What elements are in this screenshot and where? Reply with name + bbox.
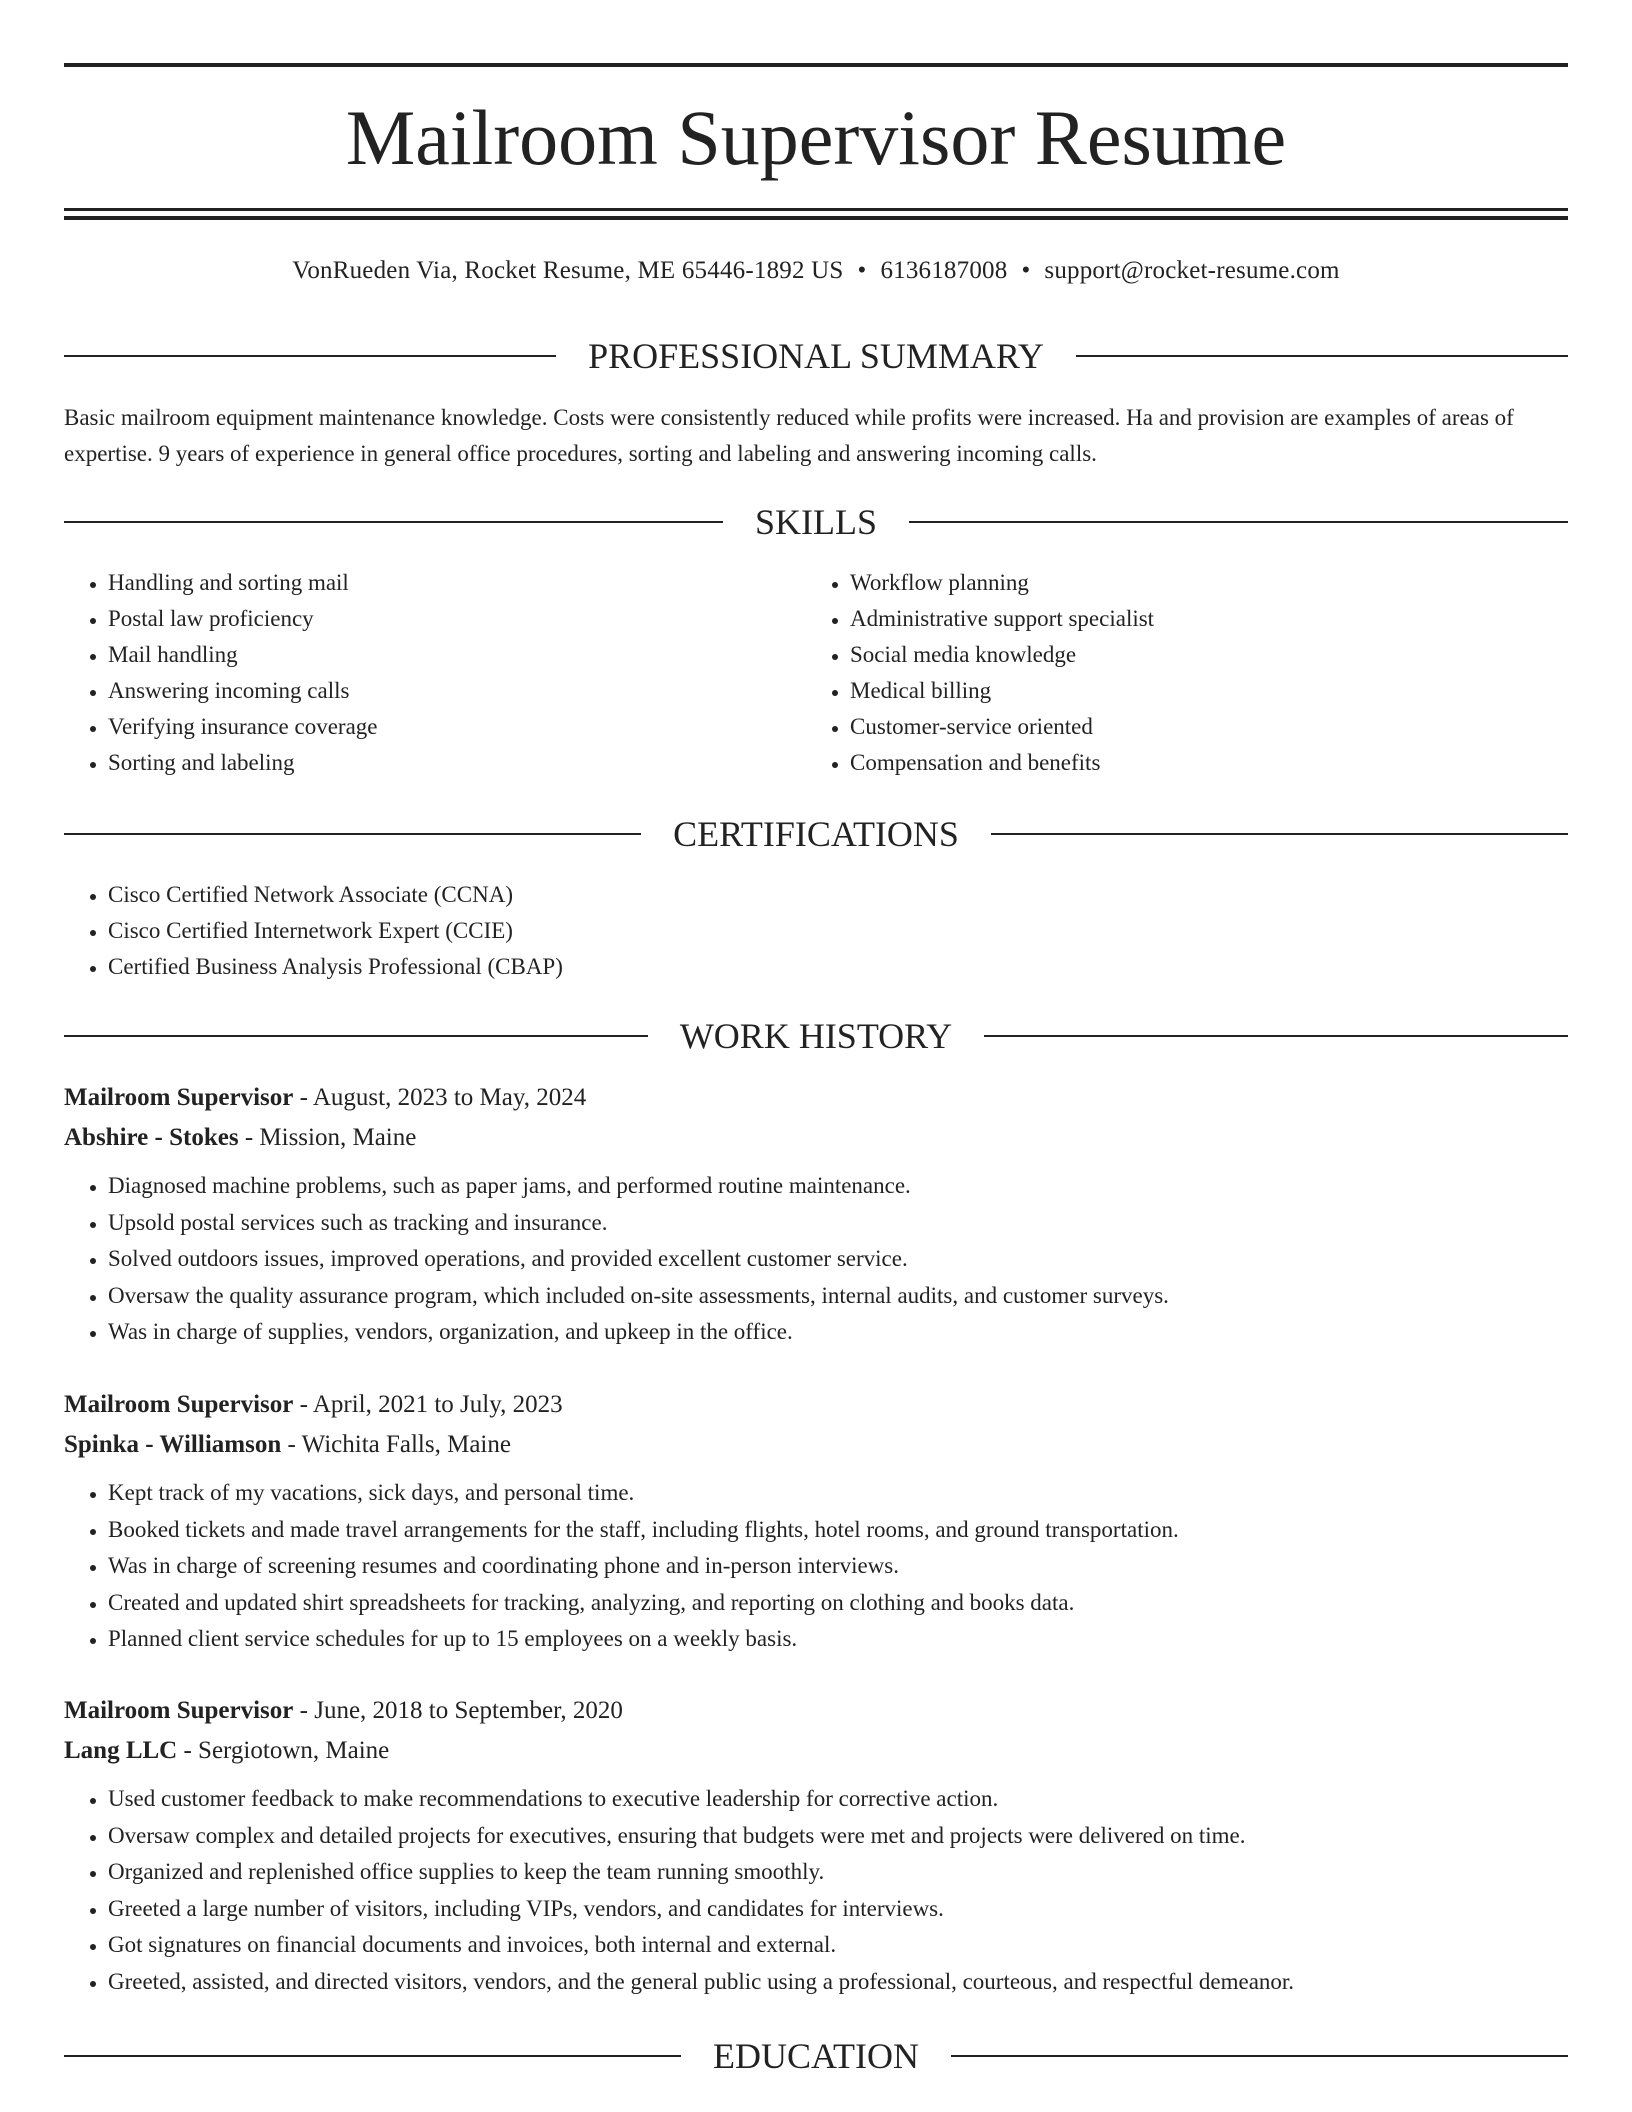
job-location: - Mission, Maine [238,1124,417,1151]
job-company-line [64,1425,1568,1465]
job-duty: • Kept track of my vacations, sick days, and personal time. [108,1475,1568,1512]
skill-item: • Customer-service oriented [850,709,1506,745]
section-header-skills [64,500,1568,544]
certifications-block [64,877,1568,985]
summary-text: Basic mailroom equipment maintenance knowledge. Costs were consistently reduced while profits were increased. Ha and provision are examples of areas of expertise. 9 years of experience in general office procedures, sorting and labeling and answering incoming calls. [64,405,1514,466]
job-duty: • Got signatures on financial documents and invoices, both internal and external. [108,1927,1568,1964]
job-duty: • Diagnosed machine problems, such as paper jams, and performed routine maintenance. [108,1168,1568,1205]
skill-item: • Handling and sorting mail [108,565,764,601]
job-location: - Wichita Falls, Maine [281,1431,511,1458]
job-duty: • Solved outdoors issues, improved operations, and provided excellent customer service. [108,1241,1568,1278]
skill-item: • Compensation and benefits [850,745,1506,781]
section-rule-left [64,833,641,835]
job-company-line [64,1731,1568,1771]
skill-item: • Sorting and labeling [108,745,764,781]
section-title-work: WORK HISTORY [679,1016,953,1056]
job-duty: • Created and updated shirt spreadsheets for tracking, analyzing, and reporting on clothing and books data. [108,1585,1568,1622]
job-duty: • Oversaw the quality assurance program, which included on-site assessments, internal audits, and customer surveys. [108,1278,1568,1315]
job-duties-list [64,1475,1568,1658]
job-title: Mailroom Supervisor [64,1391,294,1418]
job-duty: • Booked tickets and made travel arrangements for the staff, including flights, hotel rooms, and ground transportation. [108,1512,1568,1549]
skill-item: • Answering incoming calls [108,673,764,709]
job-duties-list [64,1781,1568,2000]
job-title-line [64,1691,1568,1731]
contact-separator: • [857,257,867,284]
skill-item: • Social media knowledge [850,637,1506,673]
job-title: Mailroom Supervisor [64,1084,294,1111]
section-title-certifications: CERTIFICATIONS [673,814,959,854]
section-rule-right [984,1035,1568,1037]
section-header-work [64,1014,1568,1058]
section-header-summary [64,334,1568,378]
section-rule-right [991,833,1568,835]
job-title: Mailroom Supervisor [64,1697,294,1724]
job-company: Spinka - Williamson [64,1431,282,1458]
title-rule-lower [64,216,1568,220]
skill-item: • Administrative support specialist [850,601,1506,637]
job-duty: • Oversaw complex and detailed projects for executives, ensuring that budgets were met and projects were delivered on time. [108,1818,1568,1855]
skills-list-left [64,565,764,781]
job-company-line [64,1118,1568,1158]
section-header-certifications [64,812,1568,856]
skills-column-right [806,565,1506,781]
section-rule-left [64,355,556,357]
job-title-line [64,1078,1568,1118]
job-title-line [64,1385,1568,1425]
job-dates: - April, 2021 to July, 2023 [293,1391,563,1418]
section-rule-left [64,1035,648,1037]
job-entry [64,1078,1568,1351]
job-duties-list [64,1168,1568,1351]
contact-phone: 6136187008 [880,257,1008,284]
job-duty: • Organized and replenished office supplies to keep the team running smoothly. [108,1854,1568,1891]
certification-item: • Cisco Certified Network Associate (CCNA) [108,877,1568,913]
top-rule [64,63,1568,67]
job-duty: • Greeted a large number of visitors, including VIPs, vendors, and candidates for interviews. [108,1891,1568,1928]
contact-address: VonRueden Via, Rocket Resume, ME 65446-1892 US [292,257,844,284]
job-dates: - June, 2018 to September, 2020 [293,1697,623,1724]
skill-item: • Medical billing [850,673,1506,709]
job-entry [64,1691,1568,2000]
section-rule-left [64,521,723,523]
section-rule-right [909,521,1568,523]
certification-item: • Cisco Certified Internetwork Expert (CCIE) [108,913,1568,949]
job-location: - Sergiotown, Maine [177,1737,390,1764]
section-rule-right [1076,355,1568,357]
title-rule-upper [64,208,1568,211]
job-entry [64,1385,1568,1658]
skill-item: • Workflow planning [850,565,1506,601]
job-duty: • Used customer feedback to make recommendations to executive leadership for corrective action. [108,1781,1568,1818]
certifications-list [64,877,1568,985]
skill-item: • Mail handling [108,637,764,673]
section-title-skills: SKILLS [755,502,878,542]
section-rule-right [951,2055,1568,2057]
job-duty: • Upsold postal services such as tracking and insurance. [108,1205,1568,1242]
contact-separator: • [1021,257,1031,284]
job-dates: - August, 2023 to May, 2024 [293,1084,587,1111]
skills-list-right [806,565,1506,781]
certification-item: • Certified Business Analysis Professional (CBAP) [108,949,1568,985]
job-duty: • Greeted, assisted, and directed visitors, vendors, and the general public using a professional, courteous, and respectful demeanor. [108,1964,1568,2001]
section-rule-left [64,2055,681,2057]
job-company: Lang LLC [64,1737,178,1764]
job-company: Abshire - Stokes [64,1124,239,1151]
job-duty: • Was in charge of screening resumes and coordinating phone and in-person interviews. [108,1548,1568,1585]
section-header-education [64,2034,1568,2078]
job-duty: • Planned client service schedules for up to 15 employees on a weekly basis. [108,1621,1568,1658]
skills-column-left [64,565,764,781]
section-title-summary: PROFESSIONAL SUMMARY [588,336,1044,376]
resume-title: Mailroom Supervisor Resume [345,94,1287,181]
job-duty: • Was in charge of supplies, vendors, organization, and upkeep in the office. [108,1314,1568,1351]
contact-line [64,254,1568,288]
skill-item: • Verifying insurance coverage [108,709,764,745]
section-title-education: EDUCATION [713,2036,919,2076]
skill-item: • Postal law proficiency [108,601,764,637]
contact-email[interactable]: support@rocket-resume.com [1044,257,1340,284]
